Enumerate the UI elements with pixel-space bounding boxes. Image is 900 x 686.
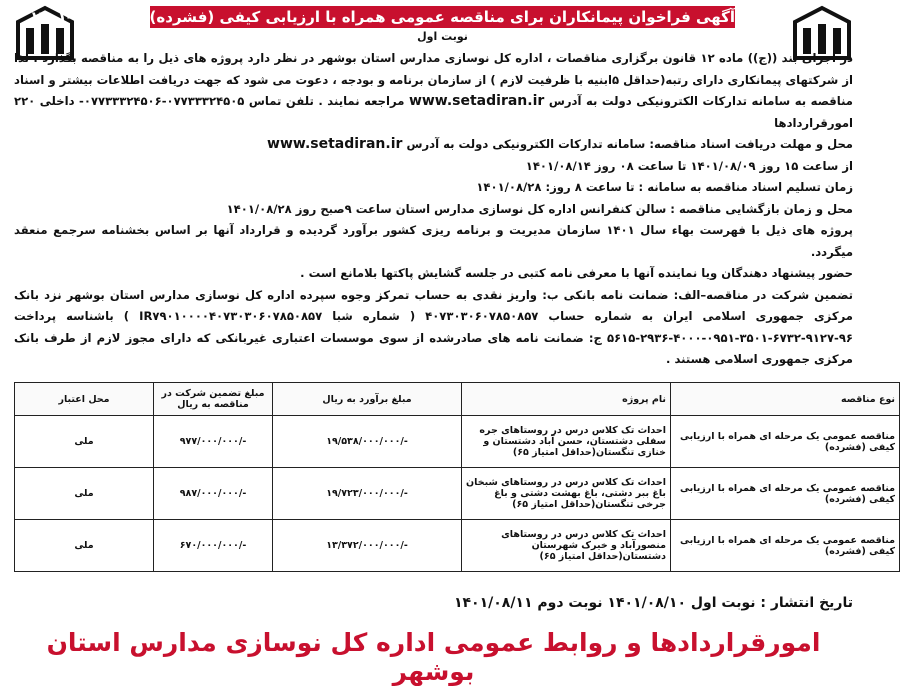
docs-period-line: از ساعت ۱۵ روز ۱۴۰۱/۰۸/۰۹ تا ساعت ۰۸ روز ۱۴۰۱/۰۸/۱۴ <box>525 158 853 173</box>
guarantee-paragraph: تضمین شرکت در مناقصه–الف: ضمانت نامه بانکی ب: واریز نقدی به حساب تمرکز وجوه سپرده اداره کل نوسازی مدارس استان بوشهر نزد بانک مرکزی جمهوری اسلامی ایران به شماره حساب ۴۰۷۳۰۳۰۶۰۷۸۵۰۸۵۷ ( شماره شبا IR۷۹۰۱۰۰۰۰۴۰۷۳۰۳۰۶۰۷۸۵۰۸۵۷ ) باشناسه پرداخت ۹۶-۹۱۲۷-۶۷۳۲-۳۵۰۱-۰۹۵۱-۴۰۰۰-۲۹۳۶-۵۶۱۵ ج: ضمانت نامه های صادرشده از سوی موسسات اعتباری غیربانکی که دارای مجوز لازم از طرف بانک مرکزی جمهوری اسلامی هستند . <box>14 287 853 366</box>
website-link[interactable]: www.setadiran.ir <box>408 93 545 109</box>
cell-project: احداث تک کلاس درس در روستاهای شبخان باغ ببر دشتی، باغ بهشت دشتی و باغ جرخی تنگستان(حداقل امتیاز ۶۵) <box>462 468 671 520</box>
header-project: نام پروژه <box>462 383 671 416</box>
intro-paragraph: در اجرای بند ((ج)) ماده ۱۲ قانون برگزاری مناقصات ، اداره کل نوسازی مدارس استان بوشهر در نظر دارد پروژه های ذیل را به مناقصه بگذارد . لذا از شرکتهای پیمانکاری دارای رتبه(حداقل ۵ابنیه با ظرفیت لازم ) از سازمان برنامه و بودجه ، دعوت می شود که جهت دریافت اطلاعات بیشتر و اسناد مناقصه به سامانه تدارکات الکترونیکی دولت به آدرس www.setadiran.ir مراجعه نمایند . تلفن تماس ۰۷۷۳۳۳۲۴۵۰۵-۰۷۷۳۳۳۲۴۵۰۶- داخلی ۲۲۰ امورقراردادها <box>14 51 853 130</box>
announcement-title: آگهی فراخوان پیمانکاران برای مناقصه عمومی همراه با ارزیابی کیفی (فشرده) شماره ۱۷-۱۴۰۱ <box>30 8 735 26</box>
header-guarantee: مبلغ تضمین شرکت در مناقصه به ریال <box>154 383 273 416</box>
projects-table <box>14 382 900 572</box>
price-list-line: پروژه های ذیل با فهرست بهاء سال ۱۴۰۱ سازمان مدیریت و برنامه ریزی کشور برآورد گردیده و قرارداد آنها بر اساس بخشنامه سرجمع منعقد میگردد. <box>14 223 853 259</box>
table-row <box>15 468 900 520</box>
cell-guarantee: -/۹۸۷/۰۰۰/۰۰۰ <box>154 468 273 520</box>
cell-estimate: -/۱۹/۵۳۸/۰۰۰/۰۰۰ <box>273 416 462 468</box>
publish-date: تاریخ انتشار : نوبت اول ۱۴۰۱/۰۸/۱۰ نوبت دوم ۱۴۰۱/۰۸/۱۱ <box>453 595 853 611</box>
website-link[interactable]: www.setadiran.ir <box>267 136 403 152</box>
opening-line: محل و زمان بازگشایی مناقصه : سالن کنفرانس اداره کل نوسازی مدارس استان ساعت ۹صبح روز ۱۴۰۱/۰۸/۲۸ <box>226 201 853 216</box>
cell-credit: ملی <box>15 416 154 468</box>
cell-project: احداث تک کلاس درس در روستاهای منصورآباد و خیرک شهرستان دشتستان(حداقل امتیاز ۶۵) <box>462 520 671 572</box>
cell-estimate: -/۱۹/۷۲۳/۰۰۰/۰۰۰ <box>273 468 462 520</box>
cell-credit: ملی <box>15 468 154 520</box>
cell-estimate: -/۱۳/۳۷۲/۰۰۰/۰۰۰ <box>273 520 462 572</box>
announcement-subtitle: نوبت اول <box>417 30 468 43</box>
header-type: نوع مناقصه <box>671 383 900 416</box>
attendance-line: حضور پیشنهاد دهندگان ویا نماینده آنها با معرفی نامه کتبی در جلسه گشایش پاکتها بلامانع است . <box>300 266 853 280</box>
table-row <box>15 416 900 468</box>
cell-project: احداث تک کلاس درس در روستاهای جره سفلی دشتستان، حسن آباد دشتستان و خنازی تنگستان(حداقل امتیاز ۶۵) <box>462 416 671 468</box>
cell-credit: ملی <box>15 520 154 572</box>
table-header-row <box>15 383 900 416</box>
cell-type: مناقصه عمومی یک مرحله ای همراه با ارزیابی کیفی (فشرده) <box>671 416 900 468</box>
announcement-body <box>14 48 853 371</box>
docs-line: محل و مهلت دریافت اسناد مناقصه: سامانه تدارکات الکترونیکی دولت به آدرس www.setadiran.ir <box>267 136 853 152</box>
submit-deadline-line: زمان تسلیم اسناد مناقصه به سامانه : تا ساعت ۸ روز: ۱۴۰۱/۰۸/۲۸ <box>476 180 853 194</box>
cell-guarantee: -/۶۷۰/۰۰۰/۰۰۰ <box>154 520 273 572</box>
cell-type: مناقصه عمومی یک مرحله ای همراه با ارزیابی کیفی (فشرده) <box>671 468 900 520</box>
table-row <box>15 520 900 572</box>
header-credit: محل اعتبار <box>15 383 154 416</box>
cell-guarantee: -/۹۷۷/۰۰۰/۰۰۰ <box>154 416 273 468</box>
footer-signature: امورقراردادها و روابط عمومی اداره کل نوسازی مدارس استان بوشهر <box>46 628 821 686</box>
cell-type: مناقصه عمومی یک مرحله ای همراه با ارزیابی کیفی (فشرده) <box>671 520 900 572</box>
header-estimate: مبلغ برآورد به ریال <box>273 383 462 416</box>
